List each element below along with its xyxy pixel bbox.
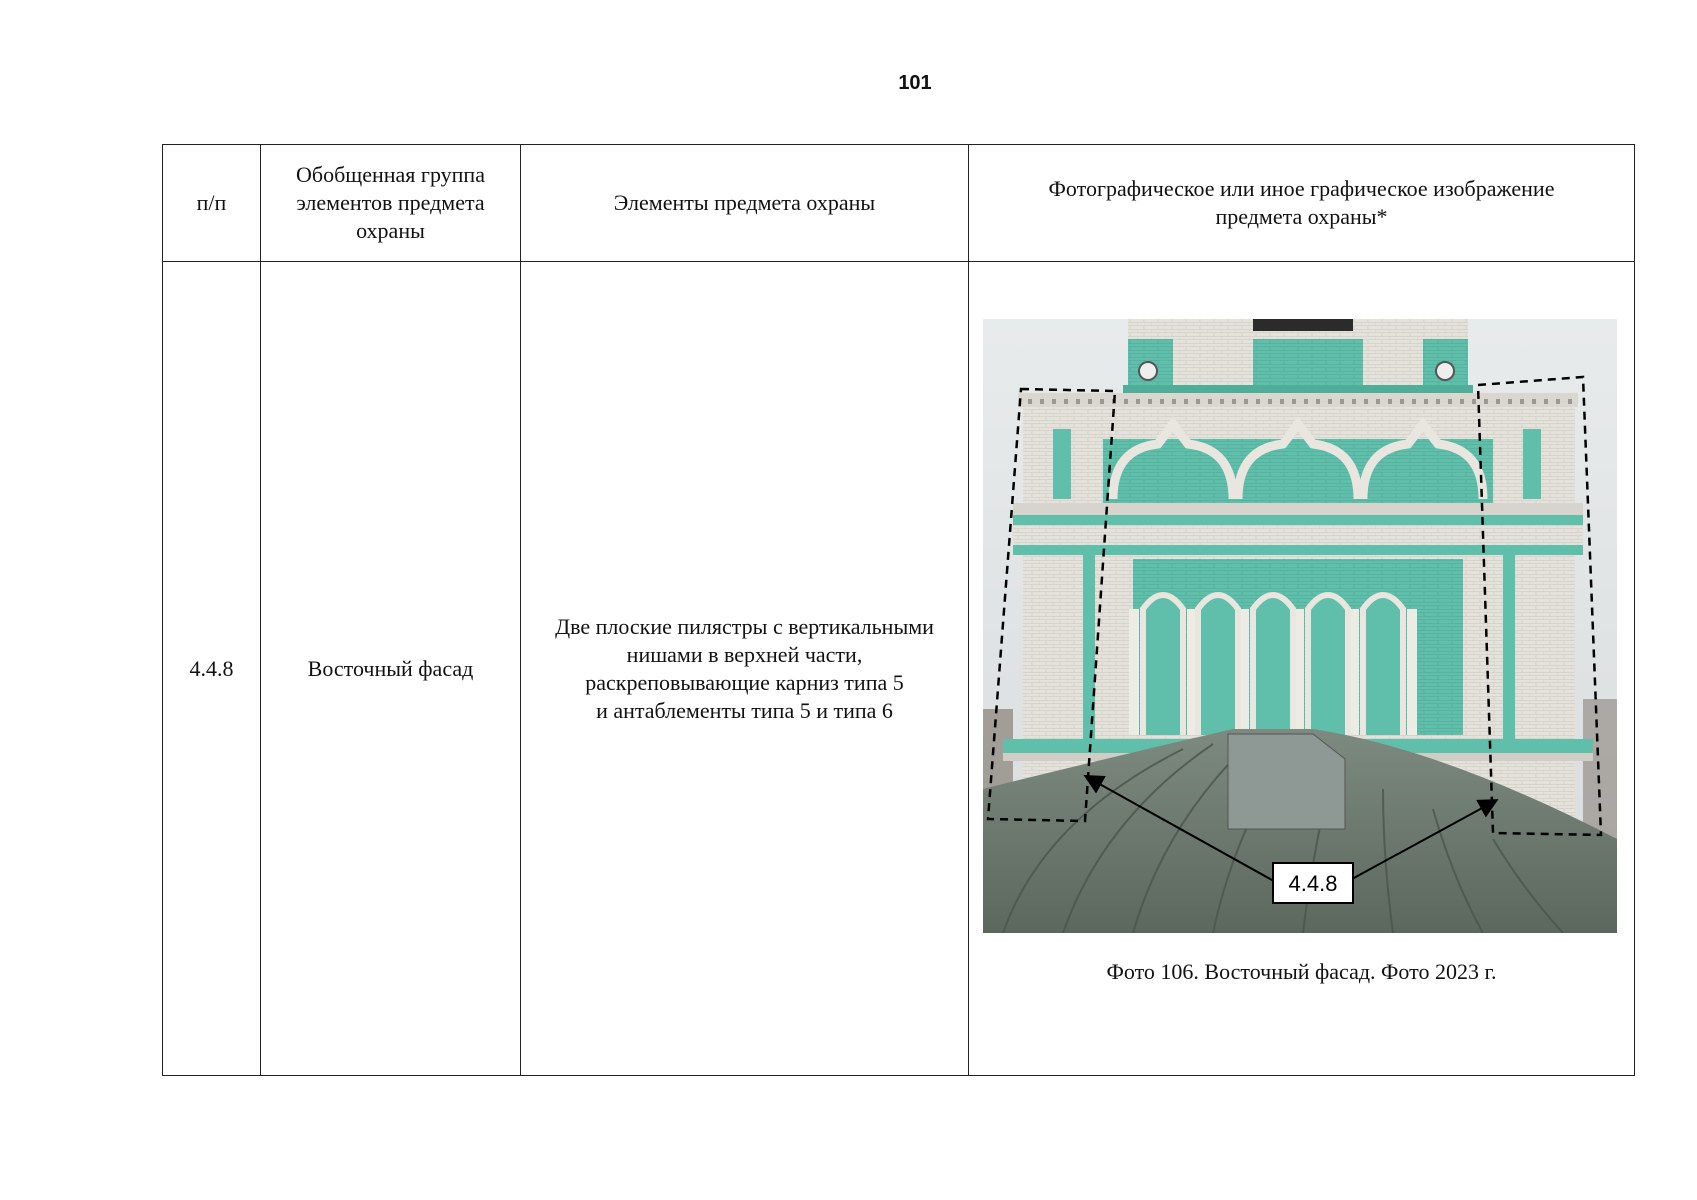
row-elements [521,262,969,1076]
header-num: п/п [163,145,261,262]
elements-line-3: раскреповывающие карниз типа 5 [585,669,904,695]
header-group: Обобщенная группа элементов предмета охраны [261,145,521,262]
page-number: 101 [898,72,932,94]
header-elements: Элементы предмета охраны [521,145,969,262]
photo-label: 4.4.8 [1288,871,1338,896]
elements-line-1: Две плоские пилястры с вертикальными [555,613,934,639]
table-row [163,262,1635,1076]
facade-photo [983,319,1617,933]
row-group: Восточный фасад [261,262,521,1076]
row-num: 4.4.8 [163,262,261,1076]
table-header-row [163,145,1635,262]
protection-table [162,144,1635,1076]
row-photo [969,262,1635,1076]
elements-line-2: нишами в верхней части, [626,641,863,667]
elements-line-4: и антаблементы типа 5 и типа 6 [596,697,893,723]
photo-caption: Фото 106. Восточный фасад. Фото 2023 г. [1106,959,1497,984]
header-photo: Фотографическое или иное графическое изображение предмета охраны* [969,145,1635,262]
